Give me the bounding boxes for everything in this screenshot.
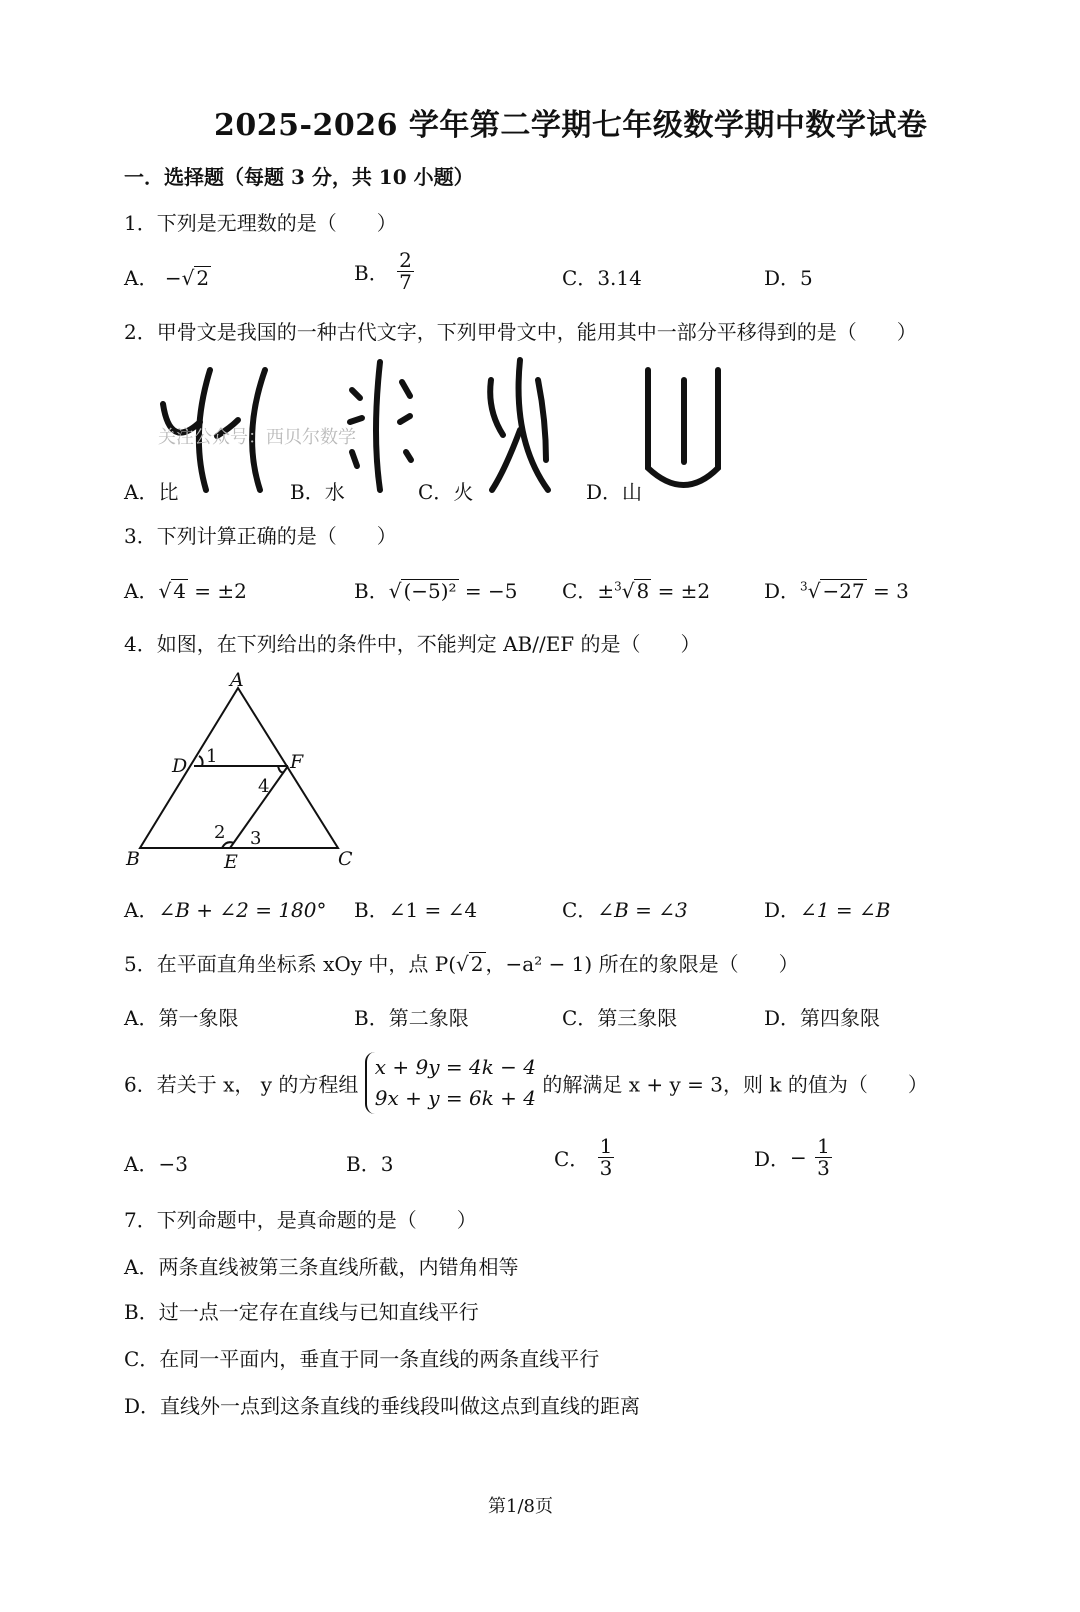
q1-option-d	[764, 262, 813, 291]
question-6-stem	[124, 1052, 928, 1114]
sqrt-sign: √	[456, 952, 469, 976]
denominator: 7	[399, 270, 412, 294]
page-title: 2025-2026 学年第二学期七年级数学期中数学试卷	[214, 108, 928, 143]
option-char: 比	[158, 480, 179, 504]
option-char: 火	[453, 480, 474, 504]
q2-option-b	[290, 476, 345, 505]
label-F: F	[290, 751, 304, 773]
option-label: A．	[124, 480, 159, 504]
option-label: D．	[764, 898, 801, 922]
option-text: 第二象限	[388, 1006, 469, 1030]
option-label: D．	[764, 579, 801, 603]
radicand: 4	[173, 579, 186, 603]
option-label: B．	[354, 579, 389, 603]
option-label: D．	[754, 1147, 791, 1171]
q7-option-c: C．在同一平面内，垂直于同一条直线的两条直线平行	[124, 1347, 600, 1371]
q3-option-a	[124, 575, 247, 604]
sqrt-sign: √	[807, 579, 821, 603]
angle-1-arc	[199, 756, 203, 766]
option-value: 5	[800, 266, 813, 290]
stem-part: ，−a² − 1) 所在的象限是（ ）	[485, 952, 799, 976]
question-1-stem: 1．下列是无理数的是（ ）	[124, 211, 397, 235]
triangle-outline	[140, 688, 338, 848]
page-number: 第1/8页	[488, 1496, 553, 1517]
plus-minus: ±	[597, 579, 615, 603]
option-label: A．	[124, 266, 159, 290]
option-char: 水	[324, 480, 345, 504]
fraction	[598, 1136, 615, 1179]
triangle-figure	[110, 660, 370, 875]
option-label: B．	[354, 1006, 389, 1030]
angle-4-label: 4	[258, 776, 270, 797]
option-text: 第三象限	[597, 1006, 678, 1030]
stem-part: 6．若关于 x， y 的方程组	[124, 1072, 359, 1097]
angle-3-label: 3	[250, 828, 262, 849]
minus-sign: −	[164, 266, 182, 290]
option-label: B．	[346, 1152, 381, 1176]
option-label: C．	[562, 898, 598, 922]
option-label: A．	[124, 1006, 159, 1030]
equation-rest: = ±2	[194, 579, 247, 603]
watermark: 关注公众号：西贝尔数学	[158, 427, 356, 448]
q6-option-b	[346, 1148, 393, 1177]
q4-option-a	[124, 894, 327, 923]
q5-option-a	[124, 1002, 238, 1031]
label-E: E	[224, 851, 238, 873]
stem-part: 5．在平面直角坐标系 xOy 中，点 P(	[124, 952, 457, 976]
oracle-huo-glyph	[490, 360, 548, 490]
q3-option-b	[354, 575, 518, 604]
q6-option-d	[754, 1136, 832, 1179]
q5-option-b	[354, 1002, 469, 1031]
minus-sign: −	[790, 1145, 807, 1170]
question-7-stem: 7．下列命题中，是真命题的是（ ）	[124, 1208, 477, 1232]
radicand: (−5)²	[403, 579, 457, 603]
question-3-stem: 3．下列计算正确的是（ ）	[124, 524, 397, 548]
option-text: 第一象限	[158, 1006, 239, 1030]
radicand: 2	[470, 952, 484, 976]
option-label: C．	[418, 480, 454, 504]
q4-option-d	[764, 894, 890, 923]
oracle-shui-glyph	[350, 362, 411, 490]
section-heading: 一．选择题（每题 3 分，共 10 小题）	[124, 165, 474, 189]
equation-system	[365, 1052, 536, 1114]
label-D: D	[172, 755, 188, 777]
option-value: −3	[158, 1152, 188, 1176]
option-text: ∠1 = ∠4	[388, 898, 478, 922]
option-label: C．	[562, 579, 598, 603]
oracle-shan-glyph	[648, 370, 718, 485]
root-index: 3	[800, 579, 808, 594]
q4-option-c	[562, 894, 688, 923]
q5-option-c	[562, 1002, 677, 1031]
q3-option-c	[562, 575, 710, 604]
option-label: B．	[290, 480, 325, 504]
q5-option-d	[764, 1002, 880, 1031]
label-A: A	[230, 669, 244, 691]
option-label: C．	[562, 1006, 598, 1030]
option-value: 3	[380, 1152, 394, 1176]
q1-option-a	[124, 262, 211, 291]
option-char: 山	[622, 480, 643, 504]
q3-option-d	[764, 575, 909, 604]
option-label: C．	[554, 1147, 590, 1171]
q2-option-d	[586, 476, 642, 505]
equation-1: x + 9y = 4k − 4	[374, 1055, 537, 1079]
option-label: A．	[124, 898, 159, 922]
q7-option-b: B．过一点一定存在直线与已知直线平行	[124, 1300, 479, 1324]
question-2-stem: 2．甲骨文是我国的一种古代文字，下列甲骨文中，能用其中一部分平移得到的是（ ）	[124, 320, 917, 344]
radicand: 8	[636, 579, 650, 603]
denominator: 3	[599, 1156, 613, 1180]
option-text: ∠B + ∠2 = 180°	[158, 898, 327, 922]
label-C: C	[338, 848, 353, 870]
angle-1-label: 1	[206, 746, 218, 767]
q7-option-a: A．两条直线被第三条直线所截，内错角相等	[124, 1255, 519, 1279]
option-label: D．	[764, 266, 801, 290]
numerator: 1	[599, 1134, 613, 1158]
equation-2: 9x + y = 6k + 4	[374, 1086, 537, 1110]
q1-option-b	[354, 250, 414, 293]
sqrt-sign: √	[158, 579, 172, 603]
option-label: A．	[124, 579, 159, 603]
numerator: 1	[817, 1134, 830, 1158]
q7-option-d: D．直线外一点到这条直线的垂线段叫做这点到直线的距离	[124, 1394, 641, 1418]
option-label: B．	[354, 261, 389, 285]
equation-rest: = −5	[464, 579, 518, 603]
q6-option-a	[124, 1148, 188, 1177]
option-value: 3.14	[597, 266, 642, 290]
option-text: 第四象限	[800, 1006, 881, 1030]
numerator: 2	[399, 248, 412, 272]
denominator: 3	[817, 1156, 830, 1180]
option-text: ∠B = ∠3	[597, 898, 688, 922]
equation-rest: = 3	[873, 579, 909, 603]
q4-option-b	[354, 894, 477, 923]
sqrt-sign: √	[181, 266, 195, 290]
option-label: D．	[764, 1006, 801, 1030]
option-label: D．	[586, 480, 623, 504]
stem-part: 的解满足 x + y = 3，则 k 的值为（ ）	[542, 1072, 928, 1097]
option-text: ∠1 = ∠B	[800, 898, 891, 922]
radicand: −27	[822, 579, 865, 603]
radicand: 2	[196, 266, 210, 290]
question-5-stem	[124, 948, 799, 977]
angle-2-label: 2	[214, 822, 226, 843]
label-B: B	[126, 848, 140, 870]
fraction	[397, 250, 414, 293]
option-label: A．	[124, 1152, 159, 1176]
sqrt-sign: √	[388, 579, 402, 603]
q1-option-c	[562, 262, 642, 291]
fraction	[815, 1136, 832, 1179]
q2-option-a	[124, 476, 178, 505]
question-4-stem: 4．如图，在下列给出的条件中，不能判定 AB//EF 的是（ ）	[124, 632, 701, 656]
root-index: 3	[614, 579, 622, 594]
equation-rest: = ±2	[657, 579, 711, 603]
option-label: B．	[354, 898, 389, 922]
option-label: C．	[562, 266, 598, 290]
q6-option-c	[554, 1136, 614, 1179]
sqrt-sign: √	[621, 579, 635, 603]
q2-option-c	[418, 476, 473, 505]
